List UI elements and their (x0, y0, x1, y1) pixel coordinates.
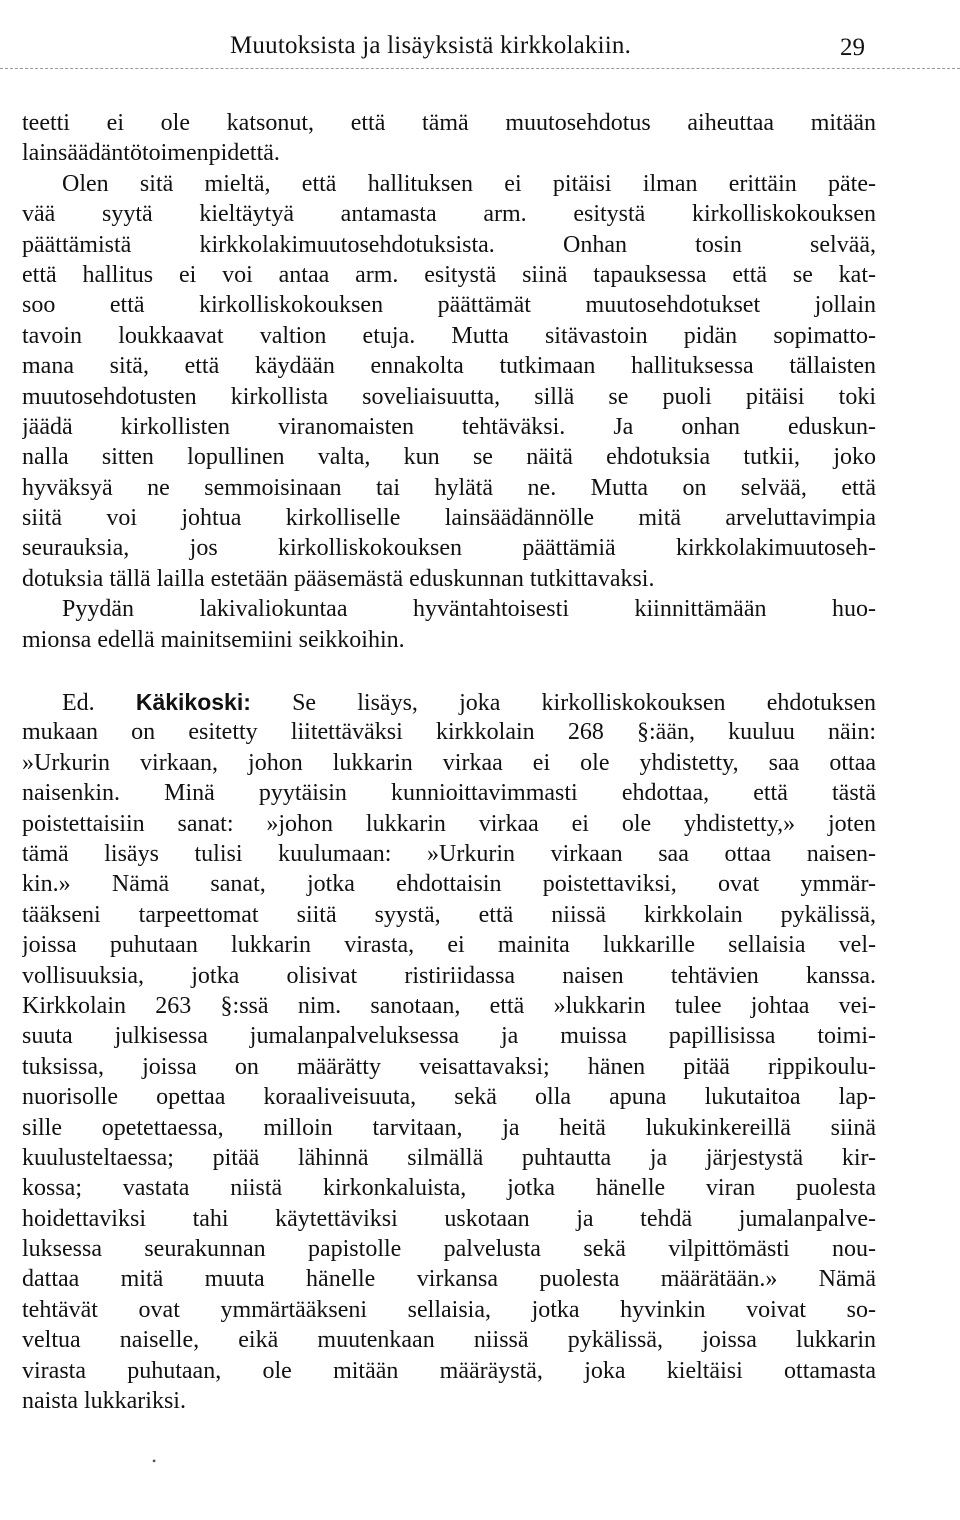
text-line: naista lukkariksi. (22, 1388, 186, 1415)
speech-opening-line (22, 687, 876, 717)
text-line: dattaa mitä muuta hänelle virkansa puolesta määrätään.» Nämä (22, 1266, 876, 1293)
text-line: tääkseni tarpeettomat siitä syystä, että niissä kirkkolain pykälissä, (22, 901, 876, 928)
text-line: soo että kirkolliskokouksen päättämät muutosehdotukset jollain (22, 292, 876, 319)
text-line: muutosehdotusten kirkollista soveliaisuutta, sillä se puoli pitäisi toki (22, 383, 876, 410)
text-line: kuulusteltaessa; pitää lähinnä silmällä puhtautta ja järjestystä kir- (22, 1144, 876, 1171)
speaker-name: Käkikoski: (135, 689, 251, 716)
text-line: Kirkkolain 263 §:ssä nim. sanotaan, että »lukkarin tulee johtaa vei- (22, 992, 876, 1019)
text-line: kin.» Nämä sanat, jotka ehdottaisin poistettaviksi, ovat ymmär- (22, 871, 876, 898)
text-line: että hallitus ei voi antaa arm. esitystä siinä tapauksessa että se kat- (22, 261, 876, 288)
text-line: vää syytä kieltäytyä antamasta arm. esitystä kirkolliskokouksen (22, 201, 876, 228)
paragraph-2 (22, 169, 876, 594)
text-line: virasta puhutaan, ole mitään määräystä, joka kieltäisi ottamasta (22, 1357, 876, 1384)
text-line: mionsa edellä mainitsemiini seikkoihin. (22, 626, 405, 653)
text-line: dotuksia tällä lailla estetään pääsemästä eduskunnan tutkittavaksi. (22, 565, 655, 592)
text-line: Olen sitä mieltä, että hallituksen ei pitäisi ilman erittäin päte- (62, 170, 876, 197)
paragraph-3 (22, 594, 876, 655)
text-line: päättämistä kirkkolakimuutosehdotuksista. Onhan tosin selvää, (22, 231, 876, 258)
text-line: veltua naiselle, eikä muutenkaan niissä pykälissä, joissa lukkarin (22, 1327, 876, 1354)
text-line: nuorisolle opettaa koraaliveisuuta, sekä olla apuna lukutaitoa lap- (22, 1084, 876, 1111)
text-line: joissa puhutaan lukkarin virasta, ei mainita lukkarille sellaisia vel- (22, 932, 876, 959)
text-line: naisenkin. Minä pyytäisin kunnioittavimmasti ehdottaa, että tästä (22, 780, 876, 807)
text-line: lainsäädäntötoimenpidettä. (22, 140, 280, 167)
running-head (0, 22, 960, 66)
speech-paragraph (22, 687, 876, 1416)
speech-opening-text: Se lisäys, joka kirkolliskokouksen ehdotuksen (292, 690, 876, 717)
running-title: Muutoksista ja lisäyksistä kirkkolakiin. (230, 32, 632, 59)
text-line: hoidettaviksi tahi käytettäviksi uskotaan ja tehdä jumalanpalve- (22, 1205, 876, 1232)
text-line: hyväksyä ne semmoisinaan tai hylätä ne. Mutta on selvää, että (22, 474, 876, 501)
paragraph-1 (22, 108, 876, 169)
text-line: siitä voi johtua kirkolliselle lainsäädännölle mitä arveluttavimpia (22, 505, 876, 532)
text-line: suuta julkisessa jumalanpalveluksessa ja muissa papillisissa toimi- (22, 1023, 876, 1050)
text-line: »Urkurin virkaan, johon lukkarin virkaa ei ole yhdistetty, saa ottaa (22, 749, 876, 776)
text-line: vollisuuksia, jotka olisivat ristiriidassa naisen tehtävien kanssa. (22, 962, 876, 989)
text-line: tehtävät ovat ymmärtääkseni sellaisia, jotka hyvinkin voivat so- (22, 1296, 876, 1323)
page-number: 29 (840, 34, 865, 61)
text-line: sille opetettaessa, milloin tarvitaan, ja heitä lukukinkereillä siinä (22, 1114, 876, 1141)
body-text (22, 108, 876, 1416)
text-line: tuksissa, joissa on määrätty veisattavaksi; hänen pitää rippikoulu- (22, 1053, 876, 1080)
section-gap (22, 655, 876, 687)
speaker-title: Ed. (62, 690, 95, 717)
text-line: tavoin loukkaavat valtion etuja. Mutta sitävastoin pidän sopimatto- (22, 322, 876, 349)
text-line: nalla sitten lopullinen valta, kun se näitä ehdotuksia tutkii, joko (22, 444, 876, 471)
text-line: kossa; vastata niistä kirkonkaluista, jotka hänelle viran puolesta (22, 1175, 876, 1202)
text-line: teetti ei ole katsonut, että tämä muutosehdotus aiheuttaa mitään (22, 110, 876, 136)
header-divider (0, 68, 960, 69)
text-line: mana sitä, että käydään ennakolta tutkimaan hallituksessa tällaisten (22, 353, 876, 380)
text-line: Pyydän lakivaliokuntaa hyväntahtoisesti kiinnittämään huo- (62, 596, 876, 623)
text-line: jäädä kirkollisten viranomaisten tehtäväksi. Ja onhan eduskun- (22, 413, 876, 440)
text-line: luksessa seurakunnan papistolle palvelusta sekä vilpittömästi nou- (22, 1236, 876, 1263)
text-line: mukaan on esitetty liitettäväksi kirkkolain 268 §:ään, kuuluu näin: (22, 719, 876, 746)
text-line: seurauksia, jos kirkolliskokouksen päättämiä kirkkolakimuutoseh- (22, 535, 876, 562)
print-speck: • (152, 1454, 157, 1468)
text-line: tämä lisäys tulisi kuulumaan: »Urkurin virkaan saa ottaa naisen- (22, 840, 876, 867)
text-line: poistettaisiin sanat: »johon lukkarin virkaa ei ole yhdistetty,» joten (22, 810, 876, 837)
